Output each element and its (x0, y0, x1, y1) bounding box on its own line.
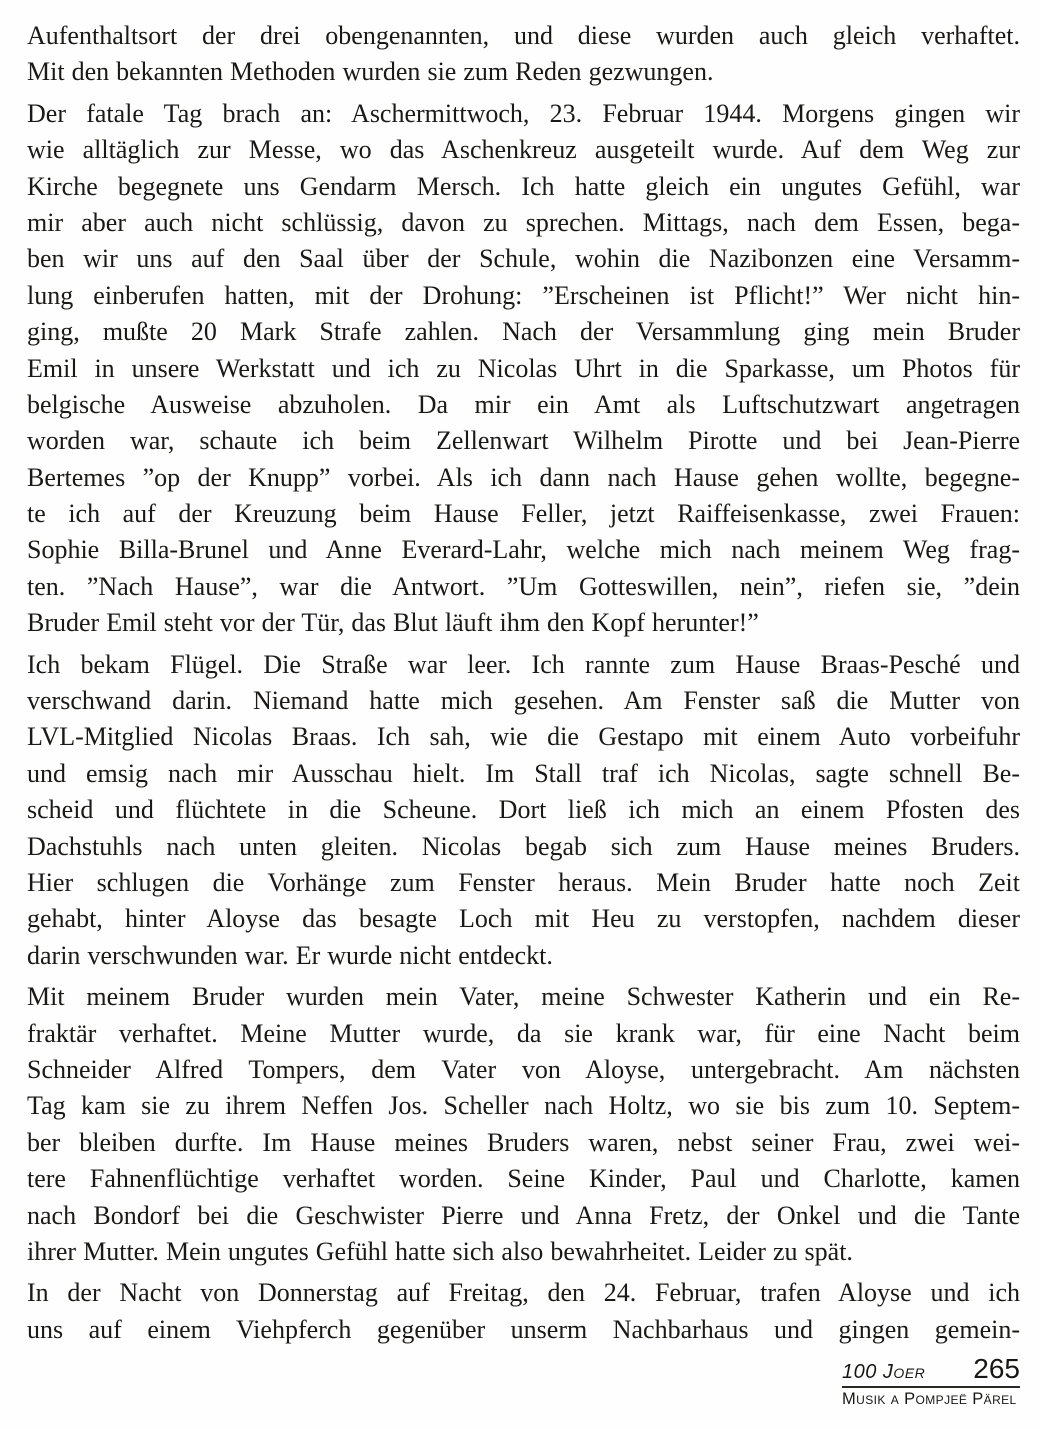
text-line: lung einberufen hatten, mit der Drohung: ”Erscheinen ist Pflicht!” Wer nicht hin- (27, 280, 1020, 310)
text-line: Hier schlugen die Vorhänge zum Fenster heraus. Mein Bruder hatte noch Zeit (27, 867, 1020, 897)
text-line: verschwand darin. Niemand hatte mich gesehen. Am Fenster saß die Mutter von (27, 686, 1020, 716)
text-line: fraktär verhaftet. Meine Mutter wurde, da sie krank war, für eine Nacht beim (27, 1018, 1020, 1048)
text-line: wie alltäglich zur Messe, wo das Aschenkreuz ausgeteilt wurde. Auf dem Weg zur (27, 135, 1020, 165)
text-line: ben wir uns auf den Saal über der Schule, wohin die Nazibonzen eine Versamm- (27, 244, 1020, 274)
page-footer (842, 1353, 1020, 1409)
footer-chapter-title: Musik a Pompjeë Pärel (842, 1390, 1017, 1408)
text-line: darin verschwunden war. Er wurde nicht entdeckt. (27, 940, 553, 970)
text-line: Dachstuhls nach unten gleiten. Nicolas begab sich zum Hause meines Bruders. (27, 831, 1020, 861)
text-line: te ich auf der Kreuzung beim Hause Feller, jetzt Raiffeisenkasse, zwei Frauen: (27, 499, 1020, 529)
body-text (27, 18, 1020, 1353)
text-line: ihrer Mutter. Mein ungutes Gefühl hatte sich also bewahrheitet. Leider zu spät. (27, 1236, 853, 1266)
footer-series-title: 100 Joer (842, 1361, 926, 1383)
text-line: uns auf einem Viehpferch gegenüber unserm Nachbarhaus und gingen gemein- (27, 1314, 1020, 1344)
text-line: ber bleiben durfte. Im Hause meines Bruders waren, nebst seiner Frau, zwei wei- (27, 1127, 1020, 1157)
text-line: ging, mußte 20 Mark Strafe zahlen. Nach der Versammlung ging mein Bruder (27, 317, 1020, 347)
footer-page-number: 265 (973, 1353, 1020, 1384)
text-line: Sophie Billa-Brunel und Anne Everard-Lahr, welche mich nach meinem Weg frag- (27, 535, 1020, 565)
paragraph (27, 647, 1020, 975)
text-line: mir aber auch nicht schlüssig, davon zu sprechen. Mittags, nach dem Essen, bega- (27, 207, 1020, 237)
text-line: worden war, schaute ich beim Zellenwart Wilhelm Pirotte und bei Jean-Pierre (27, 426, 1020, 456)
paragraph (27, 1275, 1020, 1348)
text-line: ten. ”Nach Hause”, war die Antwort. ”Um Gotteswillen, nein”, riefen sie, ”dein (27, 571, 1020, 601)
text-line: LVL-Mitglied Nicolas Braas. Ich sah, wie die Gestapo mit einem Auto vorbeifuhr (27, 722, 1020, 752)
text-line: Schneider Alfred Tompers, dem Vater von Aloyse, untergebracht. Am nächsten (27, 1054, 1020, 1084)
footer-header-row (842, 1353, 1020, 1388)
text-line: Tag kam sie zu ihrem Neffen Jos. Scheller nach Holtz, wo sie bis zum 10. Septem- (27, 1091, 1020, 1121)
paragraph (27, 96, 1020, 642)
text-line: Mit den bekannten Methoden wurden sie zum Reden gezwungen. (27, 57, 714, 87)
text-line: Aufenthaltsort der drei obengenannten, und diese wurden auch gleich verhaftet. (27, 21, 1020, 50)
paragraph (27, 18, 1020, 91)
text-line: Emil in unsere Werkstatt und ich zu Nicolas Uhrt in die Sparkasse, um Photos für (27, 353, 1020, 383)
paragraph (27, 979, 1020, 1270)
text-line: belgische Ausweise abzuholen. Da mir ein Amt als Luftschutzwart angetragen (27, 389, 1020, 419)
text-line: Bertemes ”op der Knupp” vorbei. Als ich dann nach Hause gehen wollte, begegne- (27, 462, 1020, 492)
text-line: Ich bekam Flügel. Die Straße war leer. Ich rannte zum Hause Braas-Pesché und (27, 649, 1020, 679)
text-line: Der fatale Tag brach an: Aschermittwoch, 23. Februar 1944. Morgens gingen wir (27, 98, 1020, 128)
text-line: Kirche begegnete uns Gendarm Mersch. Ich hatte gleich ein ungutes Gefühl, war (27, 171, 1020, 201)
text-line: Bruder Emil steht vor der Tür, das Blut läuft ihm den Kopf herunter!” (27, 608, 759, 638)
text-line: nach Bondorf bei die Geschwister Pierre und Anna Fretz, der Onkel und die Tante (27, 1200, 1020, 1230)
text-line: scheid und flüchtete in die Scheune. Dort ließ ich mich an einem Pfosten des (27, 795, 1020, 825)
text-line: gehabt, hinter Aloyse das besagte Loch mit Heu zu verstopfen, nachdem dieser (27, 904, 1020, 934)
text-line: In der Nacht von Donnerstag auf Freitag, den 24. Februar, trafen Aloyse und ich (27, 1278, 1020, 1308)
text-line: Mit meinem Bruder wurden mein Vater, meine Schwester Katherin und ein Re- (27, 982, 1020, 1012)
text-line: und emsig nach mir Ausschau hielt. Im Stall traf ich Nicolas, sagte schnell Be- (27, 758, 1020, 788)
text-line: tere Fahnenflüchtige verhaftet worden. Seine Kinder, Paul und Charlotte, kamen (27, 1164, 1020, 1194)
